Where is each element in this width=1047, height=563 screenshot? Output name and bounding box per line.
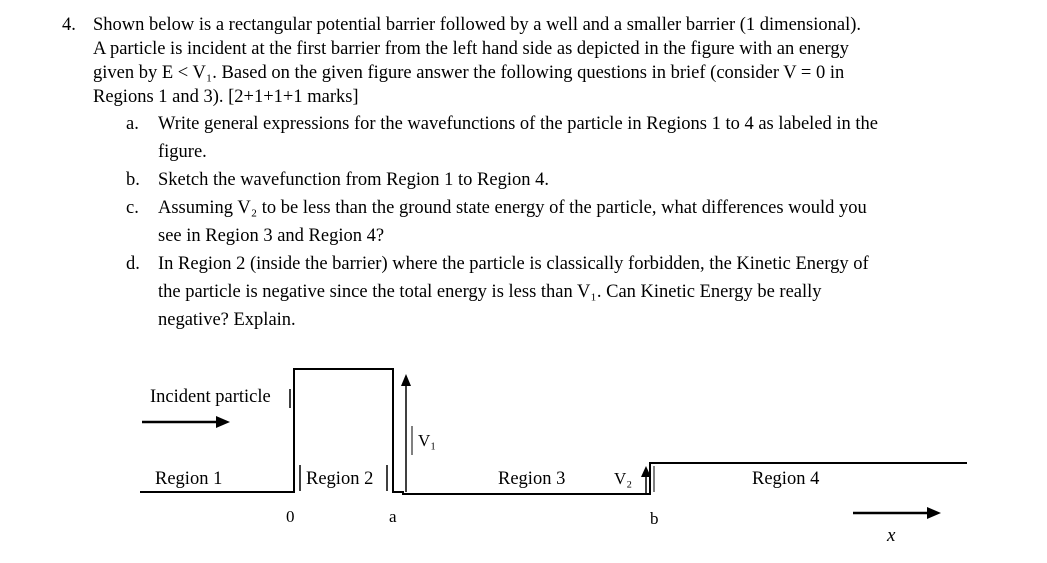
- x-axis-arrow-head: [927, 507, 941, 519]
- part-c-label: c.: [126, 198, 139, 218]
- question-line-3: given by E < V₁. Based on the given figure answer the following questions in brief (consider V = 0 in: [93, 63, 845, 83]
- part-a-line-2: figure.: [158, 142, 207, 162]
- potential-barrier-v2: [496, 463, 967, 494]
- question-line-1: Shown below is a rectangular potential barrier followed by a well and a smaller barrier (1 dimensional).: [93, 15, 862, 35]
- part-d-label: d.: [126, 254, 140, 274]
- tick-0: 0: [286, 507, 295, 526]
- question-line-4: Regions 1 and 3). [2+1+1+1 marks]: [93, 87, 359, 107]
- tick-a: a: [389, 507, 397, 526]
- region1-label: Region 1: [155, 469, 223, 489]
- part-b-label: b.: [126, 170, 140, 190]
- x-axis-label: x: [887, 525, 896, 546]
- v2-label: V₂: [614, 469, 633, 488]
- incident-particle-label: Incident particle: [150, 387, 271, 407]
- v1-arrow-head: [401, 374, 411, 386]
- part-a-line-1: Write general expressions for the wavefunctions of the particle in Regions 1 to 4 as labeled in the: [158, 114, 879, 134]
- v1-label: V₁: [418, 431, 437, 450]
- region3-label: Region 3: [498, 469, 566, 489]
- region4-label: Region 4: [752, 469, 820, 489]
- incident-arrow-head: [216, 416, 230, 428]
- part-c-line-1: Assuming V₂ to be less than the ground state energy of the particle, what differences would you: [158, 198, 867, 218]
- part-c-line-2: see in Region 3 and Region 4?: [158, 226, 385, 246]
- part-a-label: a.: [126, 114, 139, 134]
- region2-label: Region 2: [306, 469, 374, 489]
- question-line-2: A particle is incident at the first barrier from the left hand side as depicted in the figure with an energy: [93, 39, 849, 59]
- part-d-line-1: In Region 2 (inside the barrier) where the particle is classically forbidden, the Kinetic Energy of: [158, 254, 869, 274]
- part-b-line-1: Sketch the wavefunction from Region 1 to Region 4.: [158, 170, 549, 190]
- question-number: 4.: [62, 15, 76, 35]
- tick-b: b: [650, 509, 659, 528]
- part-d-line-2: the particle is negative since the total energy is less than V₁. Can Kinetic Energy be really: [158, 282, 822, 302]
- part-d-line-3: negative? Explain.: [158, 310, 296, 330]
